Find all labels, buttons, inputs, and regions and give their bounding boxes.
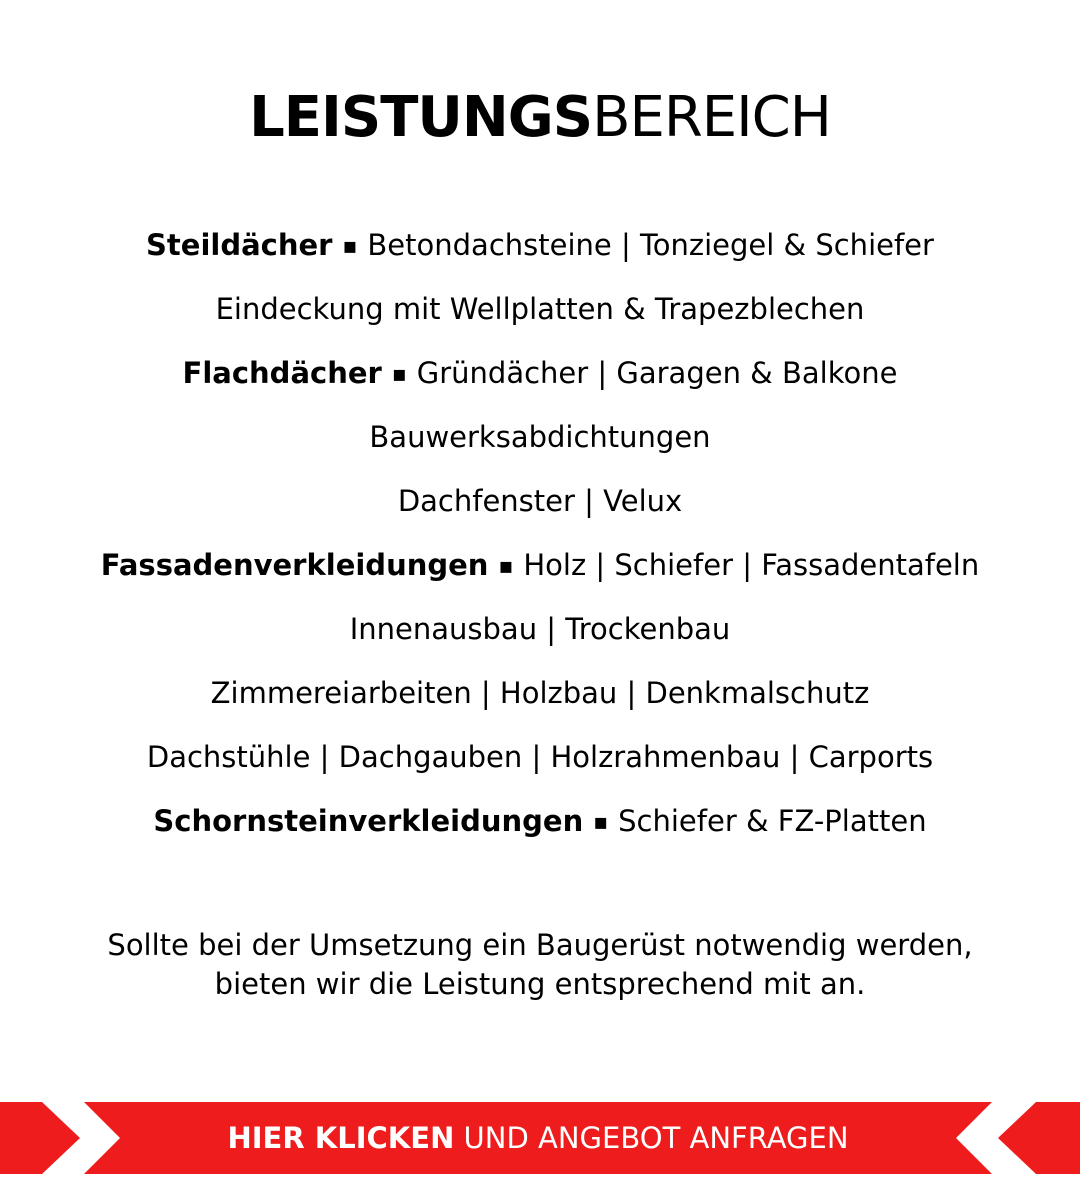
note-line: bieten wir die Leistung entsprechend mit an. [214, 967, 866, 1001]
bullet-icon: ▪ [391, 362, 407, 387]
service-line [0, 597, 1080, 661]
service-line [0, 277, 1080, 341]
chevron-right-icon [0, 1102, 80, 1174]
service-line-flachdaecher [0, 341, 1080, 405]
service-detail: Innenausbau | Trockenbau [349, 612, 731, 646]
bullet-icon: ▪ [342, 234, 358, 259]
service-detail: Bauwerksabdichtungen [369, 420, 711, 454]
services-list [0, 213, 1080, 853]
service-detail: Zimmereiarbeiten | Holzbau | Denkmalschutz [210, 676, 870, 710]
service-detail: Schiefer & FZ-Platten [618, 804, 927, 838]
cta-label: UND ANGEBOT ANFRAGEN [454, 1121, 849, 1155]
service-detail: Dachfenster | Velux [397, 484, 683, 518]
service-category-label: Flachdächer [182, 356, 382, 390]
chevron-left-icon [998, 1102, 1080, 1174]
service-detail: Eindeckung mit Wellplatten & Trapezblechen [215, 292, 865, 326]
cta-banner[interactable] [0, 1102, 1080, 1174]
title-bold-part: LEISTUNGS [249, 85, 593, 150]
scaffolding-note [0, 926, 1080, 1004]
service-line [0, 725, 1080, 789]
request-quote-button[interactable] [120, 1102, 956, 1174]
title-light-part: BEREICH [592, 85, 831, 150]
service-detail: Dachstühle | Dachgauben | Holzrahmenbau | Carports [146, 740, 934, 774]
service-line-fassaden [0, 533, 1080, 597]
service-detail: Gründächer | Garagen & Balkone [416, 356, 898, 390]
service-line-schornstein [0, 789, 1080, 853]
bullet-icon: ▪ [593, 810, 609, 835]
service-detail: Betondachsteine | Tonziegel & Schiefer [367, 228, 934, 262]
service-category-label: Steildächer [146, 228, 333, 262]
service-line [0, 469, 1080, 533]
service-category-label: Schornsteinverkleidungen [153, 804, 584, 838]
service-detail: Holz | Schiefer | Fassadentafeln [523, 548, 980, 582]
service-category-label: Fassadenverkleidungen [100, 548, 489, 582]
cta-bold-label: HIER KLICKEN [227, 1121, 455, 1155]
page-title [0, 84, 1080, 152]
service-line [0, 405, 1080, 469]
bullet-icon: ▪ [498, 554, 514, 579]
service-line-steildaecher [0, 213, 1080, 277]
service-line [0, 661, 1080, 725]
note-line: Sollte bei der Umsetzung ein Baugerüst notwendig werden, [107, 928, 973, 962]
